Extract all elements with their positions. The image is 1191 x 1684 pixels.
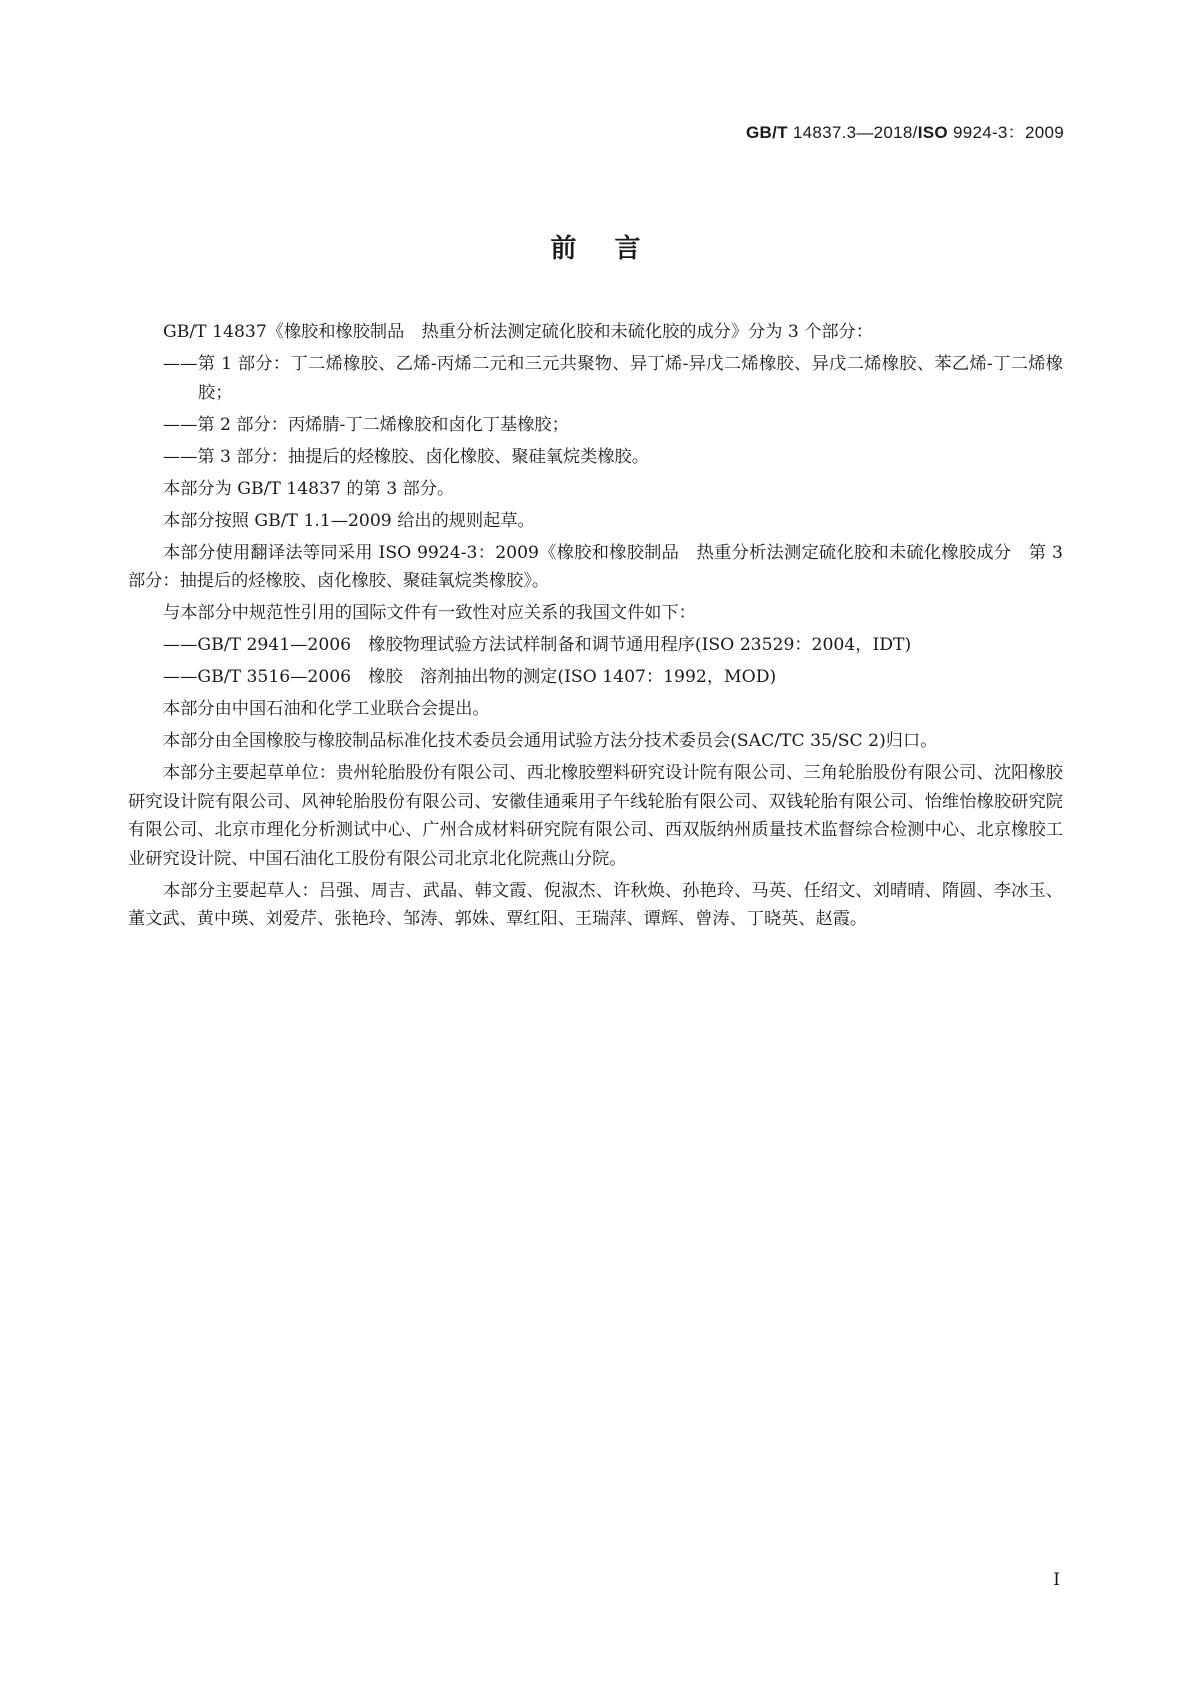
list-item-part-2: ——第 2 部分：丙烯腈-丁二烯橡胶和卤化丁基橡胶； [163, 414, 569, 435]
list-item-part-1: ——第 1 部分：丁二烯橡胶、乙烯-丙烯二元和三元共聚物、异丁烯-异戊二烯橡胶、异戊二烯橡胶、苯乙烯-丁二烯橡胶； [163, 354, 1063, 403]
page-number: I [1053, 1570, 1060, 1590]
standard-code-iso-number: 9924-3：2009 [952, 123, 1064, 142]
page-title: 前言 [550, 234, 679, 264]
paragraph-adoption: 本部分使用翻译法等同采用 ISO 9924-3：2009《橡胶和橡胶制品 热重分析法测定硫化胶和未硫化橡胶成分 第 3 部分：抽提后的烃橡胶、卤化橡胶、聚硅氧烷类橡胶》。 [128, 542, 1063, 591]
paragraph-part-statement: 本部分为 GB/T 14837 的第 3 部分。 [163, 478, 455, 499]
list-item-part-3: ——第 3 部分：抽提后的烃橡胶、卤化橡胶、聚硅氧烷类橡胶。 [163, 446, 649, 467]
standard-code-number: 14837.3—2018/ [792, 123, 918, 142]
standard-code-iso: ISO [917, 123, 948, 142]
paragraph-proposed-by: 本部分由中国石油和化学工业联合会提出。 [163, 699, 490, 719]
paragraph-drafting-units: 本部分主要起草单位：贵州轮胎股份有限公司、西北橡胶塑料研究设计院有限公司、三角轮胎股份有限公司、沈阳橡胶研究设计院有限公司、风神轮胎股份有限公司、安徽佳通乘用子午线轮胎有限公司、双钱轮胎有限公司、怡维怡橡胶研究院有限公司、北京市理化分析测试中心、广州合成材料研究院有限公司、西双版纳州质量技术监督综合检测中心、北京橡胶工业研究设计院、中国石油化工股份有限公司北京北化院燕山分院。 [128, 763, 1063, 869]
paragraph-intro: GB/T 14837《橡胶和橡胶制品 热重分析法测定硫化胶和未硫化胶的成分》分为 3 个部分： [163, 322, 873, 342]
paragraph-centralized-by: 本部分由全国橡胶与橡胶制品标准化技术委员会通用试验方法分技术委员会(SAC/TC 35/SC 2)归口。 [163, 731, 938, 751]
standard-code-prefix: GB/T [745, 123, 788, 142]
paragraph-drafting-rules: 本部分按照 GB/T 1.1—2009 给出的规则起草。 [163, 510, 535, 531]
foreword-body [128, 318, 1063, 937]
list-item-ref-3516: ——GB/T 3516—2006 橡胶 溶剂抽出物的测定(ISO 1407：1992，MOD) [163, 667, 777, 687]
standard-code [746, 118, 1064, 143]
list-item-ref-2941: ——GB/T 2941—2006 橡胶物理试验方法试样制备和调节通用程序(ISO 23529：2004，IDT) [163, 635, 912, 655]
paragraph-references-intro: 与本部分中规范性引用的国际文件有一致性对应关系的我国文件如下： [163, 603, 696, 623]
paragraph-drafters: 本部分主要起草人：吕强、周吉、武晶、韩文霞、倪淑杰、许秋焕、孙艳玲、马英、任绍文、刘晴晴、隋圆、李冰玉、董文武、黄中瑛、刘爱芹、张艳玲、邹涛、郭姝、覃红阳、王瑞萍、谭辉、曾涛、丁晓英、赵霞。 [128, 880, 1063, 929]
